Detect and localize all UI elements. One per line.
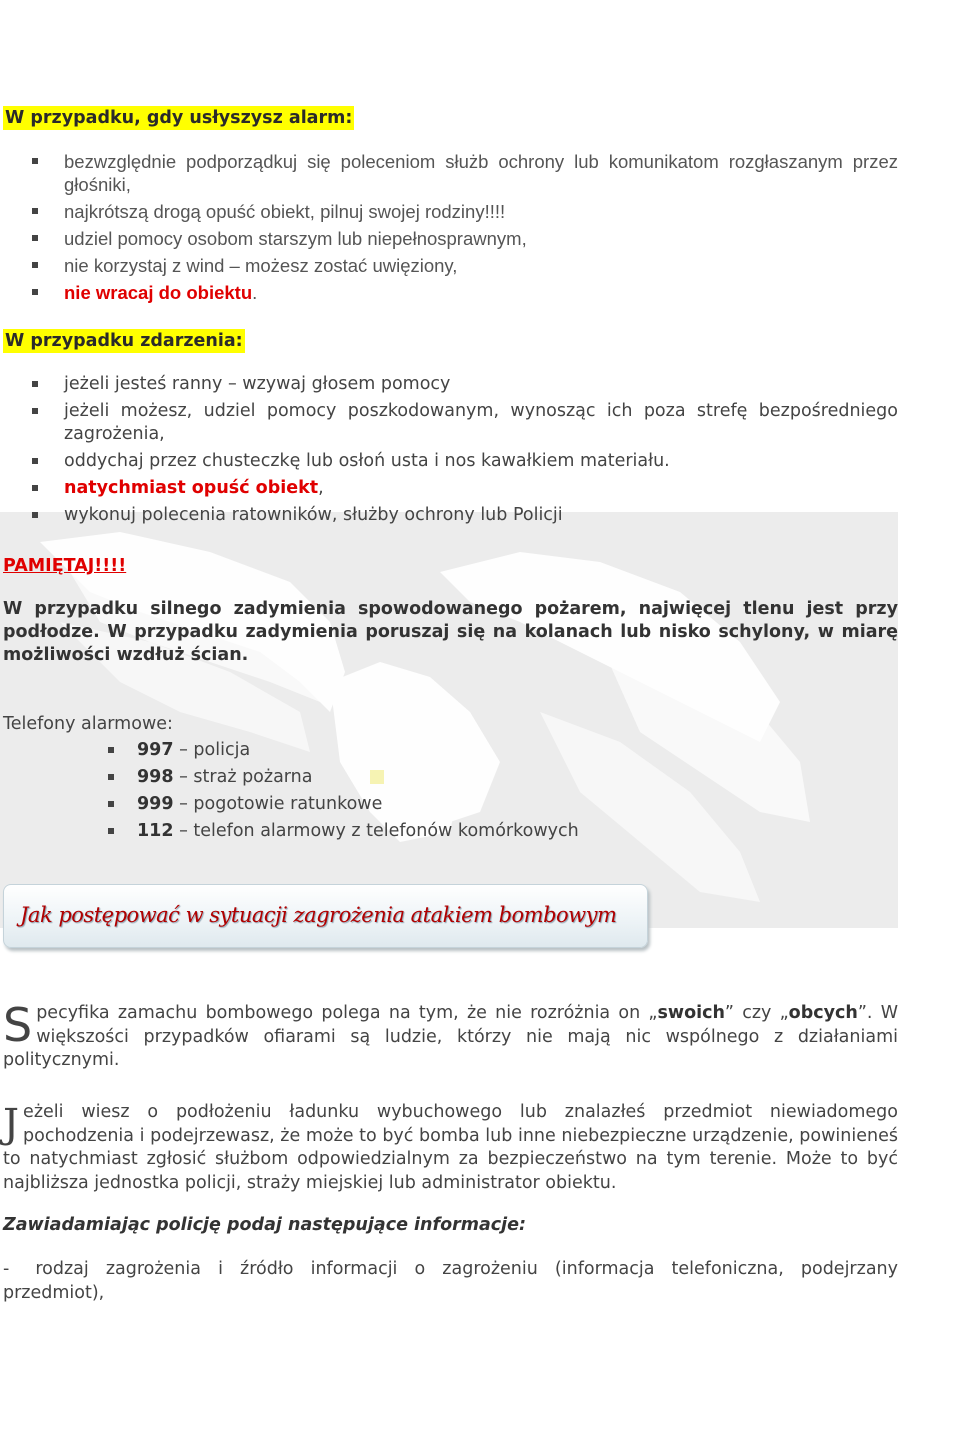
alarm-list — [0, 150, 898, 308]
list-item-tail: . — [252, 282, 258, 303]
list-item — [0, 373, 898, 396]
inform-item-text: rodzaj zagrożenia i źródło informacji o zagrożeniu (informacja telefoniczna, podejrzany przedmiot), — [3, 1259, 898, 1303]
bullet-icon — [108, 801, 114, 807]
bullet-icon — [32, 158, 38, 164]
list-item — [0, 450, 898, 473]
phone-number: 998 — [137, 767, 174, 787]
list-item-emphasis: nie wracaj do obiektu — [64, 282, 253, 303]
bullet-icon — [32, 408, 38, 414]
phones-list — [0, 739, 579, 847]
list-item-emphasis: natychmiast opuść obiekt — [64, 478, 319, 498]
incident-list — [0, 373, 898, 531]
bullet-icon — [108, 747, 114, 753]
phone-label: – telefon alarmowy z telefonów komórkowych — [179, 821, 579, 841]
list-item-text: najkrótszą drogą opuść obiekt, pilnuj swojej rodziny!!!! — [64, 201, 506, 222]
phone-number: 112 — [137, 821, 174, 841]
list-item — [0, 227, 898, 250]
drop-cap: S — [3, 998, 33, 1052]
bomb-paragraph-2 — [3, 1101, 898, 1195]
inform-heading: Zawiadamiając policję podaj następujące informacje: — [3, 1215, 527, 1235]
drop-cap: J — [3, 1101, 20, 1147]
phone-label: – pogotowie ratunkowe — [179, 794, 383, 814]
para-emphasis: swoich — [657, 1003, 725, 1023]
bullet-icon — [32, 262, 38, 268]
list-item — [0, 281, 898, 304]
para-text: ”. W większości przypadków ofiarami są ludzie, którzy nie mają nic wspólnego z działaniami politycznymi. — [3, 1003, 899, 1070]
list-item — [0, 477, 898, 500]
inform-item — [3, 1258, 898, 1305]
bullet-icon — [32, 512, 38, 518]
list-item-text: nie korzystaj z wind – możesz zostać uwięziony, — [64, 255, 458, 276]
incident-heading: W przypadku zdarzenia: — [5, 331, 243, 351]
bullet-icon — [32, 381, 38, 387]
phone-number: 997 — [137, 740, 174, 760]
list-item — [0, 150, 898, 196]
phone-item — [0, 739, 579, 762]
smoke-warning: W przypadku silnego zadymienia spowodowanego pożarem, najwięcej tlenu jest przy podłodze. W przypadku zadymienia poruszaj się na kolanach lub nisko schylony, w miarę możliwości wzdłuż ścian. — [3, 599, 898, 665]
list-item-text: oddychaj przez chusteczkę lub osłoń usta i nos kawałkiem materiału. — [64, 451, 670, 471]
phone-label: – policja — [179, 740, 251, 760]
banner-title: Jak postępować w sytuacji zagrożenia atakiem bombowym — [20, 903, 617, 927]
phone-label: – straż pożarna — [179, 767, 313, 787]
bullet-icon — [32, 235, 38, 241]
bullet-icon — [32, 208, 38, 214]
phone-number: 999 — [137, 794, 174, 814]
list-item-text: wykonuj polecenia ratowników, służby ochrony lub Policji — [64, 505, 563, 525]
para-text: pecyfika zamachu bombowego polega na tym, że nie rozróżnia on „ — [36, 1003, 658, 1023]
list-item-tail: , — [318, 478, 324, 498]
list-item-text: jeżeli możesz, udziel pomocy poszkodowanym, wynosząc ich poza strefę bezpośredniego zagrożenia, — [64, 401, 898, 444]
bullet-icon — [108, 774, 114, 780]
list-item-text: jeżeli jesteś ranny – wzywaj głosem pomocy — [64, 374, 451, 394]
bullet-icon — [32, 458, 38, 464]
bullet-icon — [32, 485, 38, 491]
bomb-section-banner — [3, 884, 648, 948]
list-item — [0, 254, 898, 277]
remember-label: PAMIĘTAJ!!!! — [3, 556, 127, 576]
list-item — [0, 504, 898, 527]
para-text: ” czy „ — [724, 1003, 789, 1023]
bullet-icon — [108, 828, 114, 834]
dash-marker: - — [3, 1259, 10, 1279]
bomb-paragraph-1 — [3, 998, 899, 1073]
phone-item — [0, 793, 579, 816]
phones-heading: Telefony alarmowe: — [3, 714, 173, 734]
phone-item — [0, 766, 579, 789]
list-item-text: udziel pomocy osobom starszym lub niepełnosprawnym, — [64, 228, 527, 249]
list-item-text: bezwzględnie podporządkuj się poleceniom służb ochrony lub komunikatom rozgłaszanym przez głośniki, — [64, 151, 898, 195]
para-text: eżeli wiesz o podłożeniu ładunku wybuchowego lub znalazłeś przedmiot niewiadomego pochodzenia i podejrzewasz, że może to być bomba lub inne niebezpieczne urządzenie, powinieneś to natychmiast zgłosić służbom odpowiedzialnym za bezpieczeństwo na tym terenie. Może to być najbliższa jednostka policji, straży miejskiej lub administrator obiektu. — [3, 1102, 898, 1193]
phone-item — [0, 820, 579, 843]
list-item — [0, 200, 898, 223]
para-emphasis: obcych — [788, 1003, 858, 1023]
bullet-icon — [32, 289, 38, 295]
list-item — [0, 400, 898, 446]
alarm-heading: W przypadku, gdy usłyszysz alarm: — [5, 108, 353, 128]
